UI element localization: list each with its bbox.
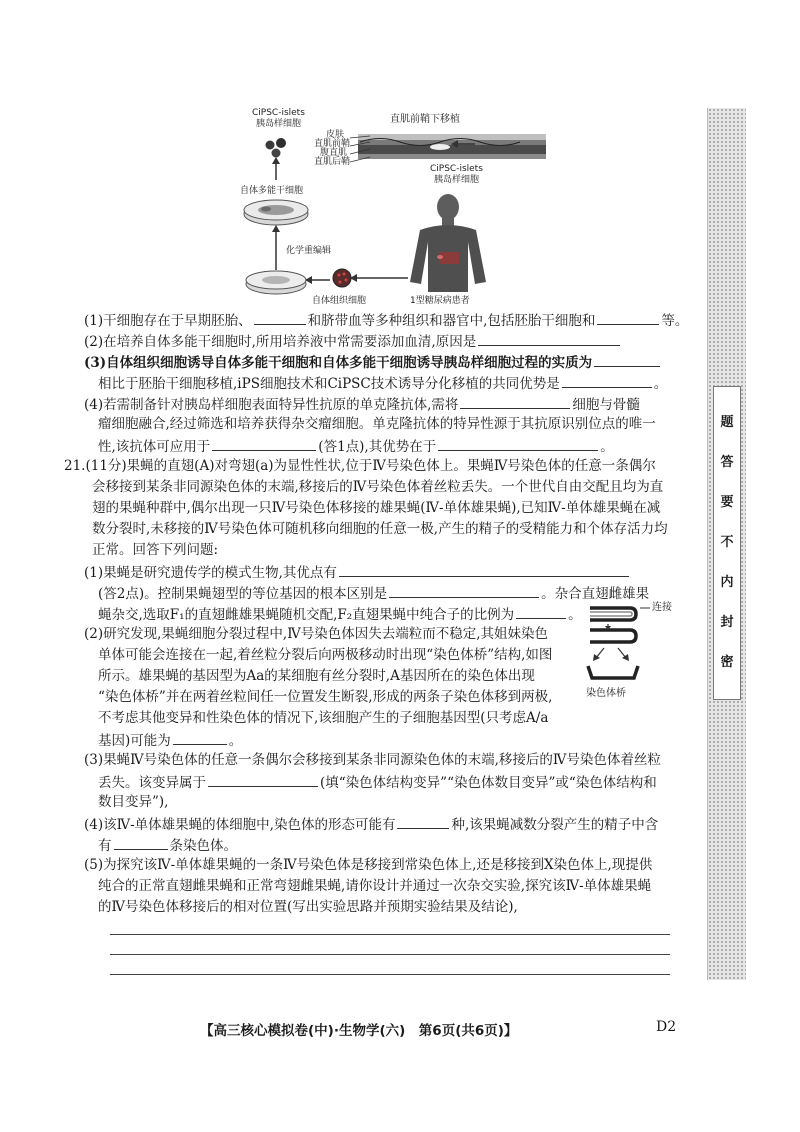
answer-blank[interactable] <box>460 393 570 409</box>
q21-stem-line-2: 会移接到某条非同源染色体的末端,移接后的Ⅳ号染色体着丝粒丢失。一个世代自由交配且均为直 <box>92 479 664 495</box>
islet-cell-icon <box>266 141 275 150</box>
q20-item-3-cont: 相比于胚胎干细胞移植,iPS细胞技术和CiPSC技术诱导分化移植的共同优势是 。 <box>98 372 667 395</box>
q21-item-1-cont2: 蝇杂交,选取F₁的直翅雌雄果蝇随机交配,F₂直翅果蝇中纯合子的比例为 。 <box>98 603 582 626</box>
tissue-cell-icon <box>333 269 351 287</box>
q21-item-2-line-6: 基因)可能为 。 <box>98 729 242 752</box>
q21-item-3-cont2: 数目变异”), <box>98 794 169 810</box>
answer-blank[interactable] <box>562 372 652 388</box>
islet-cell-icon <box>272 149 281 158</box>
transplant-site-title: 直肌前鞘下移植 <box>390 114 460 125</box>
seal-char: 题 <box>720 415 734 430</box>
q20-item-4-cont2: 性,该抗体可应用于 (答1点),其优势在于 。 <box>98 435 614 458</box>
q20-item-1: (1)干细胞存在于早期胚胎、 和脐带血等多种组织和器官中,包括胚胎干细胞和 等。 <box>84 309 688 332</box>
q20-item-2: (2)在培养自体多能干细胞时,所用培养液中常需要添加血清,原因是 <box>84 330 622 353</box>
ipsc-label: 自体多能干细胞 <box>240 186 304 196</box>
answer-blank[interactable] <box>438 435 598 451</box>
answer-blank[interactable] <box>594 351 660 367</box>
somatic-dish-icon <box>246 271 306 294</box>
sister-chromatid-icon <box>590 608 636 620</box>
bridge-connect-label: 连接 <box>652 602 672 613</box>
q21-item-5-line-3: 的Ⅳ号染色体移接后的相对位置(写出实验思路并预期实验结果及结论), <box>98 899 518 915</box>
q21-item-5-line-1: (5)为探究该Ⅳ-单体雄果蝇的一条Ⅳ号染色体是移接到常染色体上,还是移接到X染色体上,现提供 <box>84 857 653 873</box>
q21-item-2-line-1: (2)研究发现,果蝇细胞分裂过程中,Ⅳ号染色体因失去端粒而不稳定,其姐妹染色 <box>84 626 548 642</box>
paper-code: D2 <box>656 1019 677 1035</box>
seal-char: 内 <box>720 575 734 590</box>
q21-stem-line-5: 正常。回答下列问题: <box>92 542 219 558</box>
answer-blank[interactable] <box>389 582 539 598</box>
q21-item-5-line-2: 纯合的正常直翅雌果蝇和正常弯翅雌果蝇,请你设计并通过一次杂交实验,探究该Ⅳ-单体雄果蝇 <box>98 878 652 894</box>
answer-blank[interactable] <box>208 771 318 787</box>
abdominal-layers-illustration <box>358 134 546 159</box>
q21-item-4-cont: 有 条染色体。 <box>98 834 237 857</box>
answer-line[interactable] <box>110 934 670 935</box>
q21-item-2-line-2: 单体可能会连接在一起,着丝粒分裂后向两极移动时出现“染色体桥”结构,如图 <box>98 647 553 663</box>
page-footer-title: 【高三核心模拟卷(中)·生物学(六) 第6页(共6页)】 <box>200 1023 518 1039</box>
q21-item-1-cont: (答2点)。控制果蝇翅型的等位基因的根本区别是 。杂合直翅雌雄果 <box>98 582 649 605</box>
transplant-figure <box>230 102 690 312</box>
islet-label-right: CiPSC-islets 胰岛样细胞 <box>430 164 483 185</box>
answer-blank[interactable] <box>173 729 227 745</box>
answer-line[interactable] <box>110 954 670 955</box>
bridge-caption: 染色体桥 <box>586 688 626 699</box>
ipsc-dish-icon <box>244 200 308 225</box>
layer-skin-label: 皮肤 <box>326 130 345 140</box>
reprogram-label: 化学重编辑 <box>286 246 332 256</box>
islet-cell-icon <box>276 138 286 148</box>
islet-label-left: CiPSC-islets 胰岛样细胞 <box>252 108 305 129</box>
seal-char: 不 <box>720 535 734 550</box>
q21-stem-line-4: 数分裂时,未移接的Ⅳ号染色体可随机移向细胞的任意一极,产生的精子的受精能力和个体存活力均 <box>92 521 668 537</box>
figure-drawing <box>230 102 690 312</box>
answer-line[interactable] <box>110 974 670 975</box>
q21-item-2-line-4: “染色体桥”并在两着丝粒间任一位置发生断裂,形成的两条子染色体移到两极, <box>98 689 553 705</box>
somatic-cell-label: 自体组织细胞 <box>312 296 367 306</box>
answer-blank[interactable] <box>254 309 306 325</box>
patient-label: 1型糖尿病患者 <box>410 296 470 306</box>
q21-item-2-line-5: 不考虑其他变异和性染色体的情况下,该细胞产生的子细胞基因型(只考虑A/a <box>98 710 549 726</box>
q20-item-3: (3)自体组织细胞诱导自体多能干细胞和自体多能干细胞诱导胰岛样细胞过程的实质为 <box>84 351 662 374</box>
q20-item-4-cont: 瘤细胞融合,经过筛选和培养获得杂交瘤细胞。单克隆抗体的特异性源于其抗原识别位点的唯一 <box>98 416 656 432</box>
q21-item-3-cont: 丢失。该变异属于 (填“染色体结构变异”“染色体数目变异”或“染色体结构和 <box>98 771 657 794</box>
seal-char: 答 <box>720 455 734 470</box>
layer-muscle-label: 腹直肌 <box>320 148 348 158</box>
layer-front-sheath-label: 直肌前鞘 <box>314 139 351 149</box>
q21-stem-line-1: 21.(11分)果蝇的直翅(A)对弯翅(a)为显性性状,位于Ⅳ号染色体上。果蝇Ⅳ号染色体的任意一条偶尔 <box>64 458 656 474</box>
layer-back-sheath-label: 直肌后鞘 <box>314 157 351 167</box>
q21-item-2-line-3: 所示。雄果蝇的基因型为Aa的某细胞有丝分裂时,A基因所在的染色体出现 <box>98 668 535 684</box>
q21-item-1: (1)果蝇是研究遗传学的模式生物,其优点有 <box>84 561 631 584</box>
q21-item-4: (4)该Ⅳ-单体雄果蝇的体细胞中,染色体的形态可能有 种,该果蝇减数分裂产生的精子中含 <box>84 813 658 836</box>
patient-figure-icon <box>410 194 486 292</box>
q20-item-4: (4)若需制备针对胰岛样细胞表面特异性抗原的单克隆抗体,需将 细胞与骨髓 <box>84 393 640 416</box>
q21-item-3: (3)果蝇Ⅳ号染色体的任意一条偶尔会移接到某条非同源染色体的末端,移接后的Ⅳ号染色体着丝粒 <box>84 752 661 768</box>
bridge-chromosome-icon <box>588 666 638 678</box>
answer-blank[interactable] <box>339 561 629 577</box>
seal-char: 密 <box>720 655 734 670</box>
seal-line-box <box>713 386 741 700</box>
seal-char: 要 <box>720 495 734 510</box>
answer-blank[interactable] <box>516 603 566 619</box>
q21-stem-line-3: 翅的果蝇种群中,偶尔出现一只Ⅳ号染色体移接的雄果蝇(Ⅳ-单体雄果蝇),已知Ⅳ-单体雄果蝇在减 <box>92 500 661 516</box>
chromosome-bridge-figure <box>578 596 690 688</box>
seal-char: 封 <box>720 615 734 630</box>
answer-blank[interactable] <box>212 435 316 451</box>
answer-blank[interactable] <box>597 309 659 325</box>
answer-blank[interactable] <box>397 813 449 829</box>
answer-blank[interactable] <box>114 834 168 850</box>
answer-blank[interactable] <box>478 330 620 346</box>
